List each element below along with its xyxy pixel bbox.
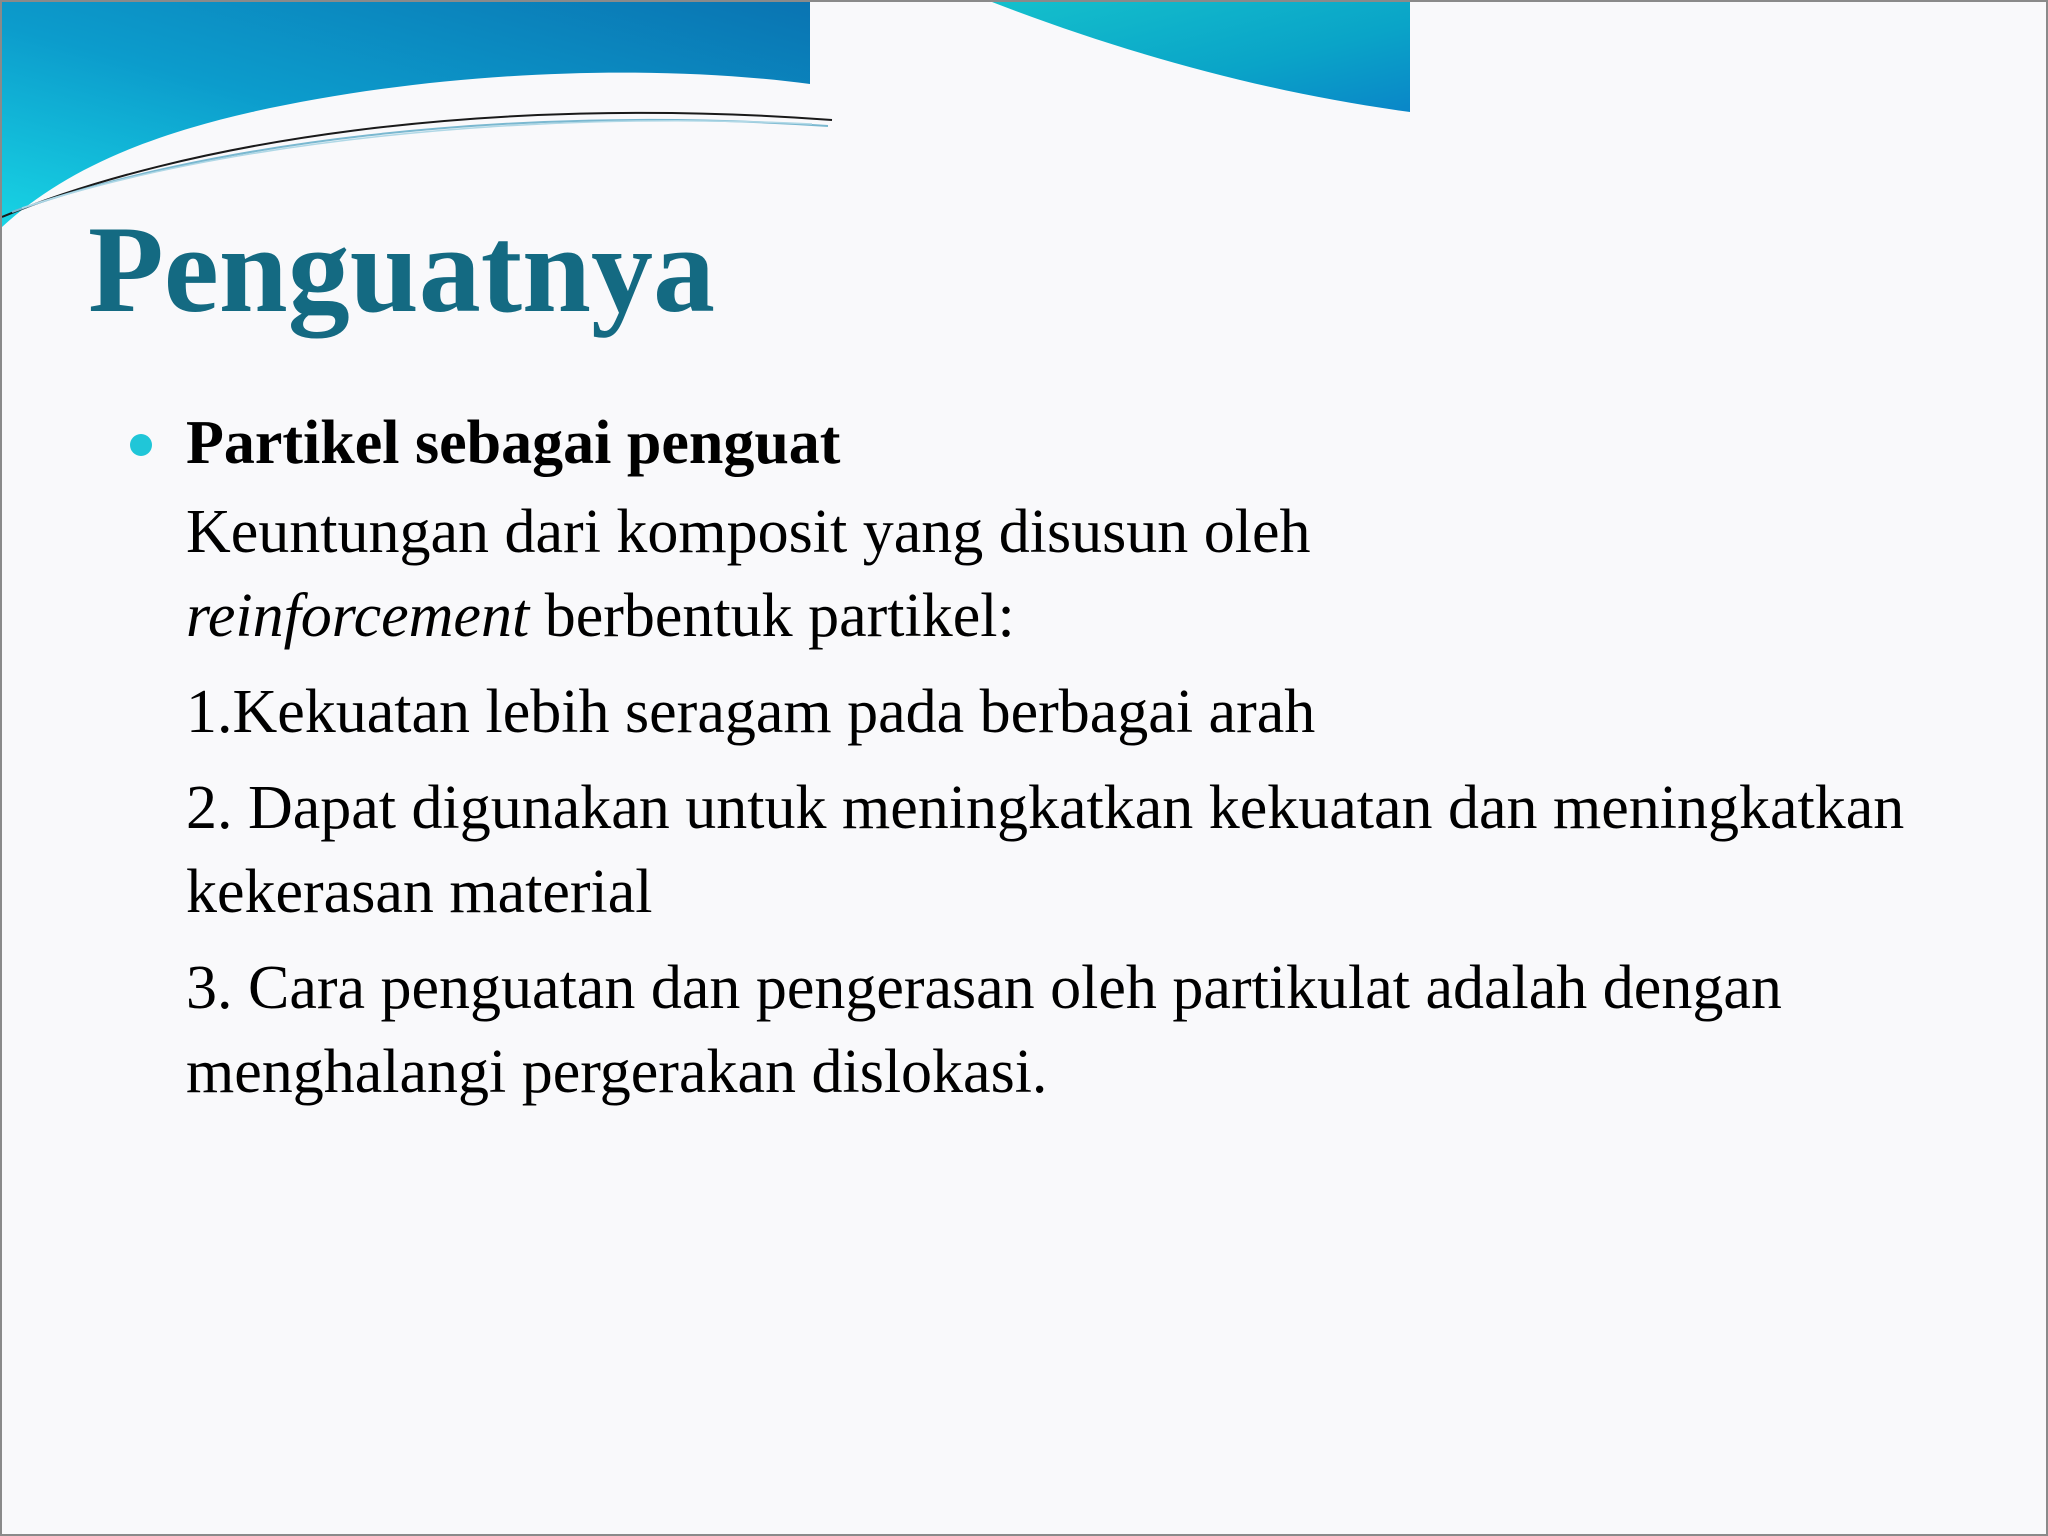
bullet-item (130, 406, 1910, 480)
slide-content (130, 406, 1910, 1114)
list-item: 3. Cara penguatan dan pengerasan oleh partikulat adalah dengan menghalangi pergerakan dislokasi. (186, 954, 1782, 1106)
intro-emphasis: reinforcement (186, 582, 530, 650)
bullet-dot-icon (130, 434, 152, 456)
intro-paragraph (186, 490, 1910, 658)
list-item: 2. Dapat digunakan untuk meningkatkan kekuatan dan meningkatkan kekerasan material (186, 774, 1905, 926)
bullet-heading: Partikel sebagai penguat (186, 409, 841, 477)
intro-rest: berbentuk partikel: (529, 582, 1015, 650)
bullet-body (186, 490, 1910, 1114)
slide-title: Penguatnya (88, 201, 715, 338)
list-item: 1.Kekuatan lebih seragam pada berbagai arah (186, 678, 1316, 746)
intro-line: Keuntungan dari komposit yang disusun oleh (186, 498, 1311, 566)
